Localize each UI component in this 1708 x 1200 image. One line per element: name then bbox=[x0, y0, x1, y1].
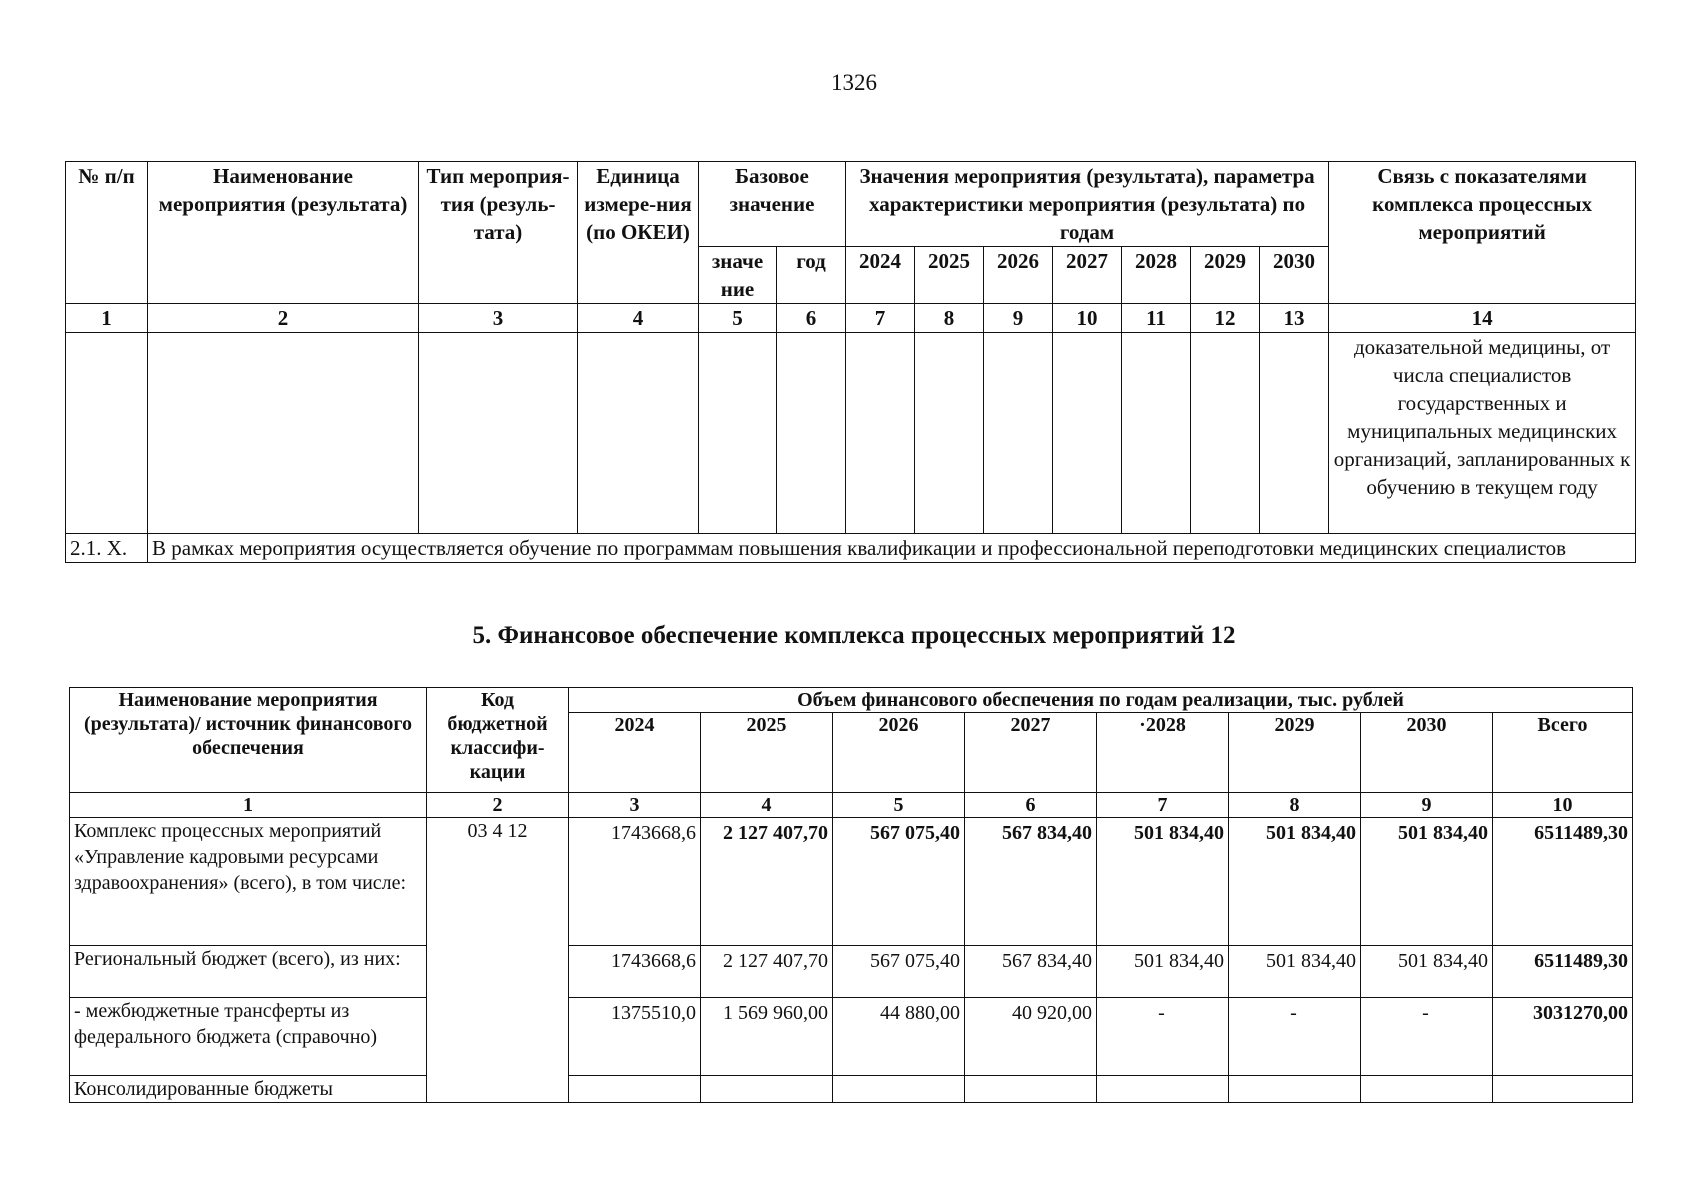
fin-column-number: 3 bbox=[569, 793, 701, 818]
column-number: 9 bbox=[984, 304, 1053, 333]
fin-header-year: 2029 bbox=[1229, 713, 1361, 793]
header-num: № п/п bbox=[66, 162, 148, 304]
fin-value: - bbox=[1361, 998, 1493, 1076]
fin-header-name: Наименование мероприятия (результата)/ источник финансового обеспечения bbox=[70, 688, 427, 793]
fin-value: 567 075,40 bbox=[833, 818, 965, 946]
column-number: 8 bbox=[915, 304, 984, 333]
table-row bbox=[70, 946, 1633, 998]
section-title: 5. Финансовое обеспечение комплекса процессных мероприятий 12 bbox=[472, 622, 1236, 649]
fin-value bbox=[569, 1076, 701, 1103]
fin-header-year: ·2028 bbox=[1097, 713, 1229, 793]
note-code: 2.1. Х. bbox=[66, 534, 148, 563]
fin-header-year: 2024 bbox=[569, 713, 701, 793]
fin-value: 501 834,40 bbox=[1097, 946, 1229, 998]
fin-header-year: 2030 bbox=[1361, 713, 1493, 793]
fin-total: 6511489,30 bbox=[1493, 818, 1633, 946]
fin-total: 6511489,30 bbox=[1493, 946, 1633, 998]
header-base: Базовое значение bbox=[699, 162, 846, 247]
results-table bbox=[65, 161, 1636, 563]
fin-column-number: 2 bbox=[427, 793, 569, 818]
fin-value: 44 880,00 bbox=[833, 998, 965, 1076]
column-number: 10 bbox=[1053, 304, 1122, 333]
header-base-year: год bbox=[777, 247, 846, 304]
empty-cell bbox=[846, 333, 915, 534]
column-number: 2 bbox=[148, 304, 419, 333]
fin-column-number: 9 bbox=[1361, 793, 1493, 818]
column-number: 13 bbox=[1260, 304, 1329, 333]
header-year: 2028 bbox=[1122, 247, 1191, 304]
fin-total bbox=[1493, 1076, 1633, 1103]
fin-value: 501 834,40 bbox=[1361, 818, 1493, 946]
fin-value: 501 834,40 bbox=[1097, 818, 1229, 946]
column-number: 4 bbox=[578, 304, 699, 333]
fin-column-number: 1 bbox=[70, 793, 427, 818]
header-values: Значения мероприятия (результата), параметра характеристики мероприятия (результата) по годам bbox=[846, 162, 1329, 247]
fin-value: 501 834,40 bbox=[1229, 818, 1361, 946]
fin-row-name: Комплекс процессных мероприятий «Управление кадровыми ресурсами здравоохранения» (всего), в том числе: bbox=[70, 818, 427, 946]
fin-value: 1743668,6 bbox=[569, 818, 701, 946]
column-number: 14 bbox=[1329, 304, 1636, 333]
empty-cell bbox=[1191, 333, 1260, 534]
header-link: Связь с показателями комплекса процессных мероприятий bbox=[1329, 162, 1636, 304]
fin-row-name: - межбюджетные трансферты из федерального бюджета (справочно) bbox=[70, 998, 427, 1076]
fin-value: 2 127 407,70 bbox=[701, 818, 833, 946]
fin-column-number: 7 bbox=[1097, 793, 1229, 818]
fin-header-year: 2025 bbox=[701, 713, 833, 793]
empty-cell bbox=[915, 333, 984, 534]
empty-cell bbox=[1260, 333, 1329, 534]
empty-cell bbox=[777, 333, 846, 534]
budget-code: 03 4 12 bbox=[427, 818, 569, 1103]
header-type: Тип мероприя-тия (резуль-тата) bbox=[419, 162, 578, 304]
fin-total: 3031270,00 bbox=[1493, 998, 1633, 1076]
fin-column-number: 8 bbox=[1229, 793, 1361, 818]
fin-header-volume: Объем финансового обеспечения по годам реализации, тыс. рублей bbox=[569, 688, 1633, 713]
header-year: 2027 bbox=[1053, 247, 1122, 304]
fin-value bbox=[833, 1076, 965, 1103]
fin-value bbox=[1097, 1076, 1229, 1103]
table-row bbox=[70, 818, 1633, 946]
fin-value bbox=[1229, 1076, 1361, 1103]
fin-value: - bbox=[1229, 998, 1361, 1076]
fin-value: 1743668,6 bbox=[569, 946, 701, 998]
fin-value: - bbox=[1097, 998, 1229, 1076]
fin-column-number: 4 bbox=[701, 793, 833, 818]
fin-value bbox=[1361, 1076, 1493, 1103]
empty-cell bbox=[419, 333, 578, 534]
fin-column-number: 5 bbox=[833, 793, 965, 818]
note-text: В рамках мероприятия осуществляется обучение по программам повышения квалификации и профессиональной переподготовки медицинских специалистов bbox=[148, 534, 1636, 563]
fin-row-name: Региональный бюджет (всего), из них: bbox=[70, 946, 427, 998]
empty-cell bbox=[1053, 333, 1122, 534]
empty-cell bbox=[1122, 333, 1191, 534]
header-year: 2026 bbox=[984, 247, 1053, 304]
column-number: 7 bbox=[846, 304, 915, 333]
column-number: 6 bbox=[777, 304, 846, 333]
header-year: 2025 bbox=[915, 247, 984, 304]
fin-value bbox=[701, 1076, 833, 1103]
header-year: 2030 bbox=[1260, 247, 1329, 304]
fin-column-number: 6 bbox=[965, 793, 1097, 818]
table-row bbox=[70, 998, 1633, 1076]
fin-value: 501 834,40 bbox=[1361, 946, 1493, 998]
fin-value: 501 834,40 bbox=[1229, 946, 1361, 998]
fin-value: 1 569 960,00 bbox=[701, 998, 833, 1076]
page-number: 1326 bbox=[831, 70, 877, 95]
empty-cell bbox=[984, 333, 1053, 534]
fin-value: 2 127 407,70 bbox=[701, 946, 833, 998]
empty-cell bbox=[578, 333, 699, 534]
financing-table bbox=[69, 687, 1633, 1103]
empty-cell bbox=[148, 333, 419, 534]
fin-column-number: 10 bbox=[1493, 793, 1633, 818]
empty-cell bbox=[66, 333, 148, 534]
header-year: 2024 bbox=[846, 247, 915, 304]
header-name: Наименование мероприятия (результата) bbox=[148, 162, 419, 304]
fin-row-name: Консолидированные бюджеты bbox=[70, 1076, 427, 1103]
fin-header-code: Код бюджетной классифи-кации bbox=[427, 688, 569, 793]
fin-header-year: 2027 bbox=[965, 713, 1097, 793]
header-unit: Единица измере-ния (по ОКЕИ) bbox=[578, 162, 699, 304]
fin-header-total: Всего bbox=[1493, 713, 1633, 793]
fin-value: 40 920,00 bbox=[965, 998, 1097, 1076]
header-base-value: значе ние bbox=[699, 247, 777, 304]
fin-header-year: 2026 bbox=[833, 713, 965, 793]
column-number: 5 bbox=[699, 304, 777, 333]
column-number: 1 bbox=[66, 304, 148, 333]
link-indicator-text: доказательной медицины, от числа специалистов государственных и муниципальных медицинских организаций, запланированных к обучению в текущем году bbox=[1329, 333, 1636, 534]
fin-value: 567 834,40 bbox=[965, 818, 1097, 946]
empty-cell bbox=[699, 333, 777, 534]
column-number: 3 bbox=[419, 304, 578, 333]
fin-value: 567 075,40 bbox=[833, 946, 965, 998]
fin-value: 1375510,0 bbox=[569, 998, 701, 1076]
table-row bbox=[70, 1076, 1633, 1103]
fin-value: 567 834,40 bbox=[965, 946, 1097, 998]
fin-value bbox=[965, 1076, 1097, 1103]
header-year: 2029 bbox=[1191, 247, 1260, 304]
column-number: 12 bbox=[1191, 304, 1260, 333]
column-number: 11 bbox=[1122, 304, 1191, 333]
